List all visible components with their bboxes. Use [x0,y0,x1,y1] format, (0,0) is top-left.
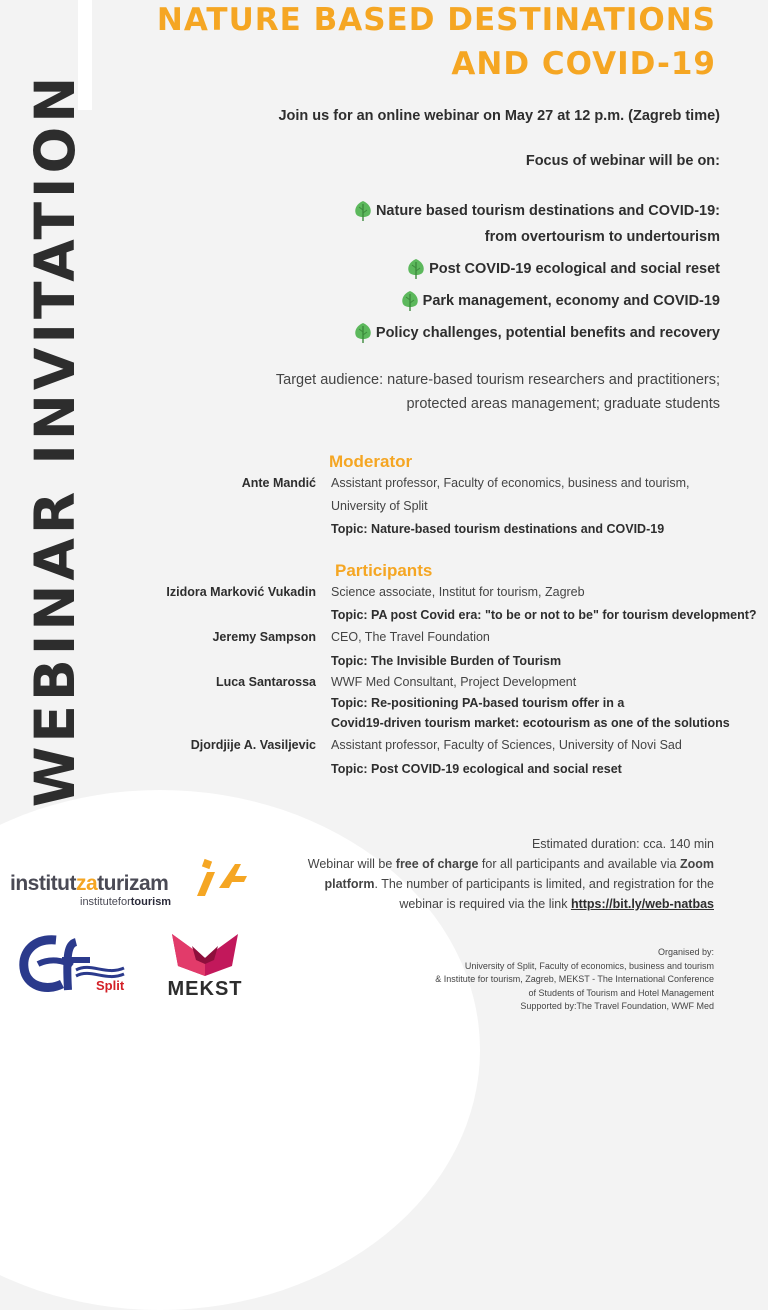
focus-heading: Focus of webinar will be on: [525,153,720,169]
participants-heading: Participants [335,561,433,580]
participant-topic: Topic: The Invisible Burden of Tourism [331,654,562,668]
webinar-details [308,834,714,914]
focus-item-label: Post COVID-19 ecological and social reset [429,261,720,277]
moderator-heading: Moderator [329,452,413,471]
participant-role: Assistant professor, Faculty of Sciences, University of Novi Sad [331,738,682,752]
participant-topic: Topic: PA post Covid era: "to be or not to be" for tourism development? [331,608,757,622]
audience-line: protected areas management; graduate students [406,396,720,412]
details-line: webinar is required via the link https://bit.ly/web-natbas [399,897,714,911]
participant-topic: Topic: Re-positioning PA-based tourism offer in a [331,696,625,710]
intro-text: Join us for an online webinar on May 27 at 12 p.m. (Zagreb time) [278,108,720,124]
title-line-1: NATURE BASED DESTINATIONS [156,2,716,38]
free-of-charge: free of charge [395,857,479,871]
mekst-label: MEKST [167,978,243,1000]
focus-item-label: from overtourism to undertourism [484,229,720,245]
title-line-2: AND COVID-19 [451,46,716,82]
page-title [157,0,716,86]
participant-role: CEO, The Travel Foundation [331,630,490,644]
moderator-topic: Topic: Nature-based tourism destinations and COVID-19 [331,522,665,536]
zoom-label: Zoom [679,857,714,871]
institute-logo-mark-icon [195,858,249,898]
leaf-icon [353,200,373,222]
leaf-icon [400,290,420,312]
registration-link[interactable]: https://bit.ly/web-natbas [570,897,714,911]
participant-role: WWF Med Consultant, Project Development [331,675,577,689]
audience-line: Target audience: nature-based tourism researchers and practitioners; [275,372,720,388]
leaf-icon [406,258,426,280]
organisers: Organised by: University of Split, Faculty of economics, business and tourism & Institute for tourism, Zagreb, MEKST - The International Conference of Students of Tourism and Hotel Management Supported by:The Travel Foundation, WWF Med [435,947,714,1011]
leaf-icon [353,322,373,344]
details-line: Webinar will be free of charge for all participants and available via Zoom [307,857,714,871]
focus-item [353,288,720,314]
institute-for-tourism-logo: institutzaturizam institutefortourism [10,858,240,910]
moderator-role: University of Split [331,499,428,513]
mekst-mark-icon [162,930,248,978]
details-line: platform. The number of participants is limited, and registration for the [324,877,714,891]
participant-topic: Covid19-driven tourism market: ecotourism as one of the solutions [331,716,730,730]
moderator-name: Ante Mandić [241,476,316,490]
duration-text: Estimated duration: cca. 140 min [531,837,714,851]
focus-list [353,198,720,346]
focus-item [353,198,720,250]
participant-role: Science associate, Institut for tourism, Zagreb [331,585,585,599]
participant-name: Luca Santarossa [215,675,316,689]
target-audience [276,368,720,416]
participant-name: Djordjije A. Vasiljevic [190,738,316,752]
ef-split-label: Split [96,978,125,993]
mekst-logo [162,930,248,1006]
participant-name: Izidora Marković Vukadin [166,585,316,599]
focus-item-label: Park management, economy and COVID-19 [422,293,720,309]
focus-item-label: Policy challenges, potential benefits and recovery [375,325,720,341]
ef-split-logo [16,930,136,1006]
moderator-role: Assistant professor, Faculty of economics, business and tourism, [331,476,690,490]
focus-item [353,256,720,282]
focus-item-label: Nature based tourism destinations and COVID-19: [375,203,720,219]
vertical-title-text: WEBINAR INVITATION [23,72,87,808]
vertical-title [10,72,100,808]
participant-name: Jeremy Sampson [212,630,316,644]
participant-topic: Topic: Post COVID-19 ecological and social reset [331,762,622,776]
focus-item [353,320,720,346]
